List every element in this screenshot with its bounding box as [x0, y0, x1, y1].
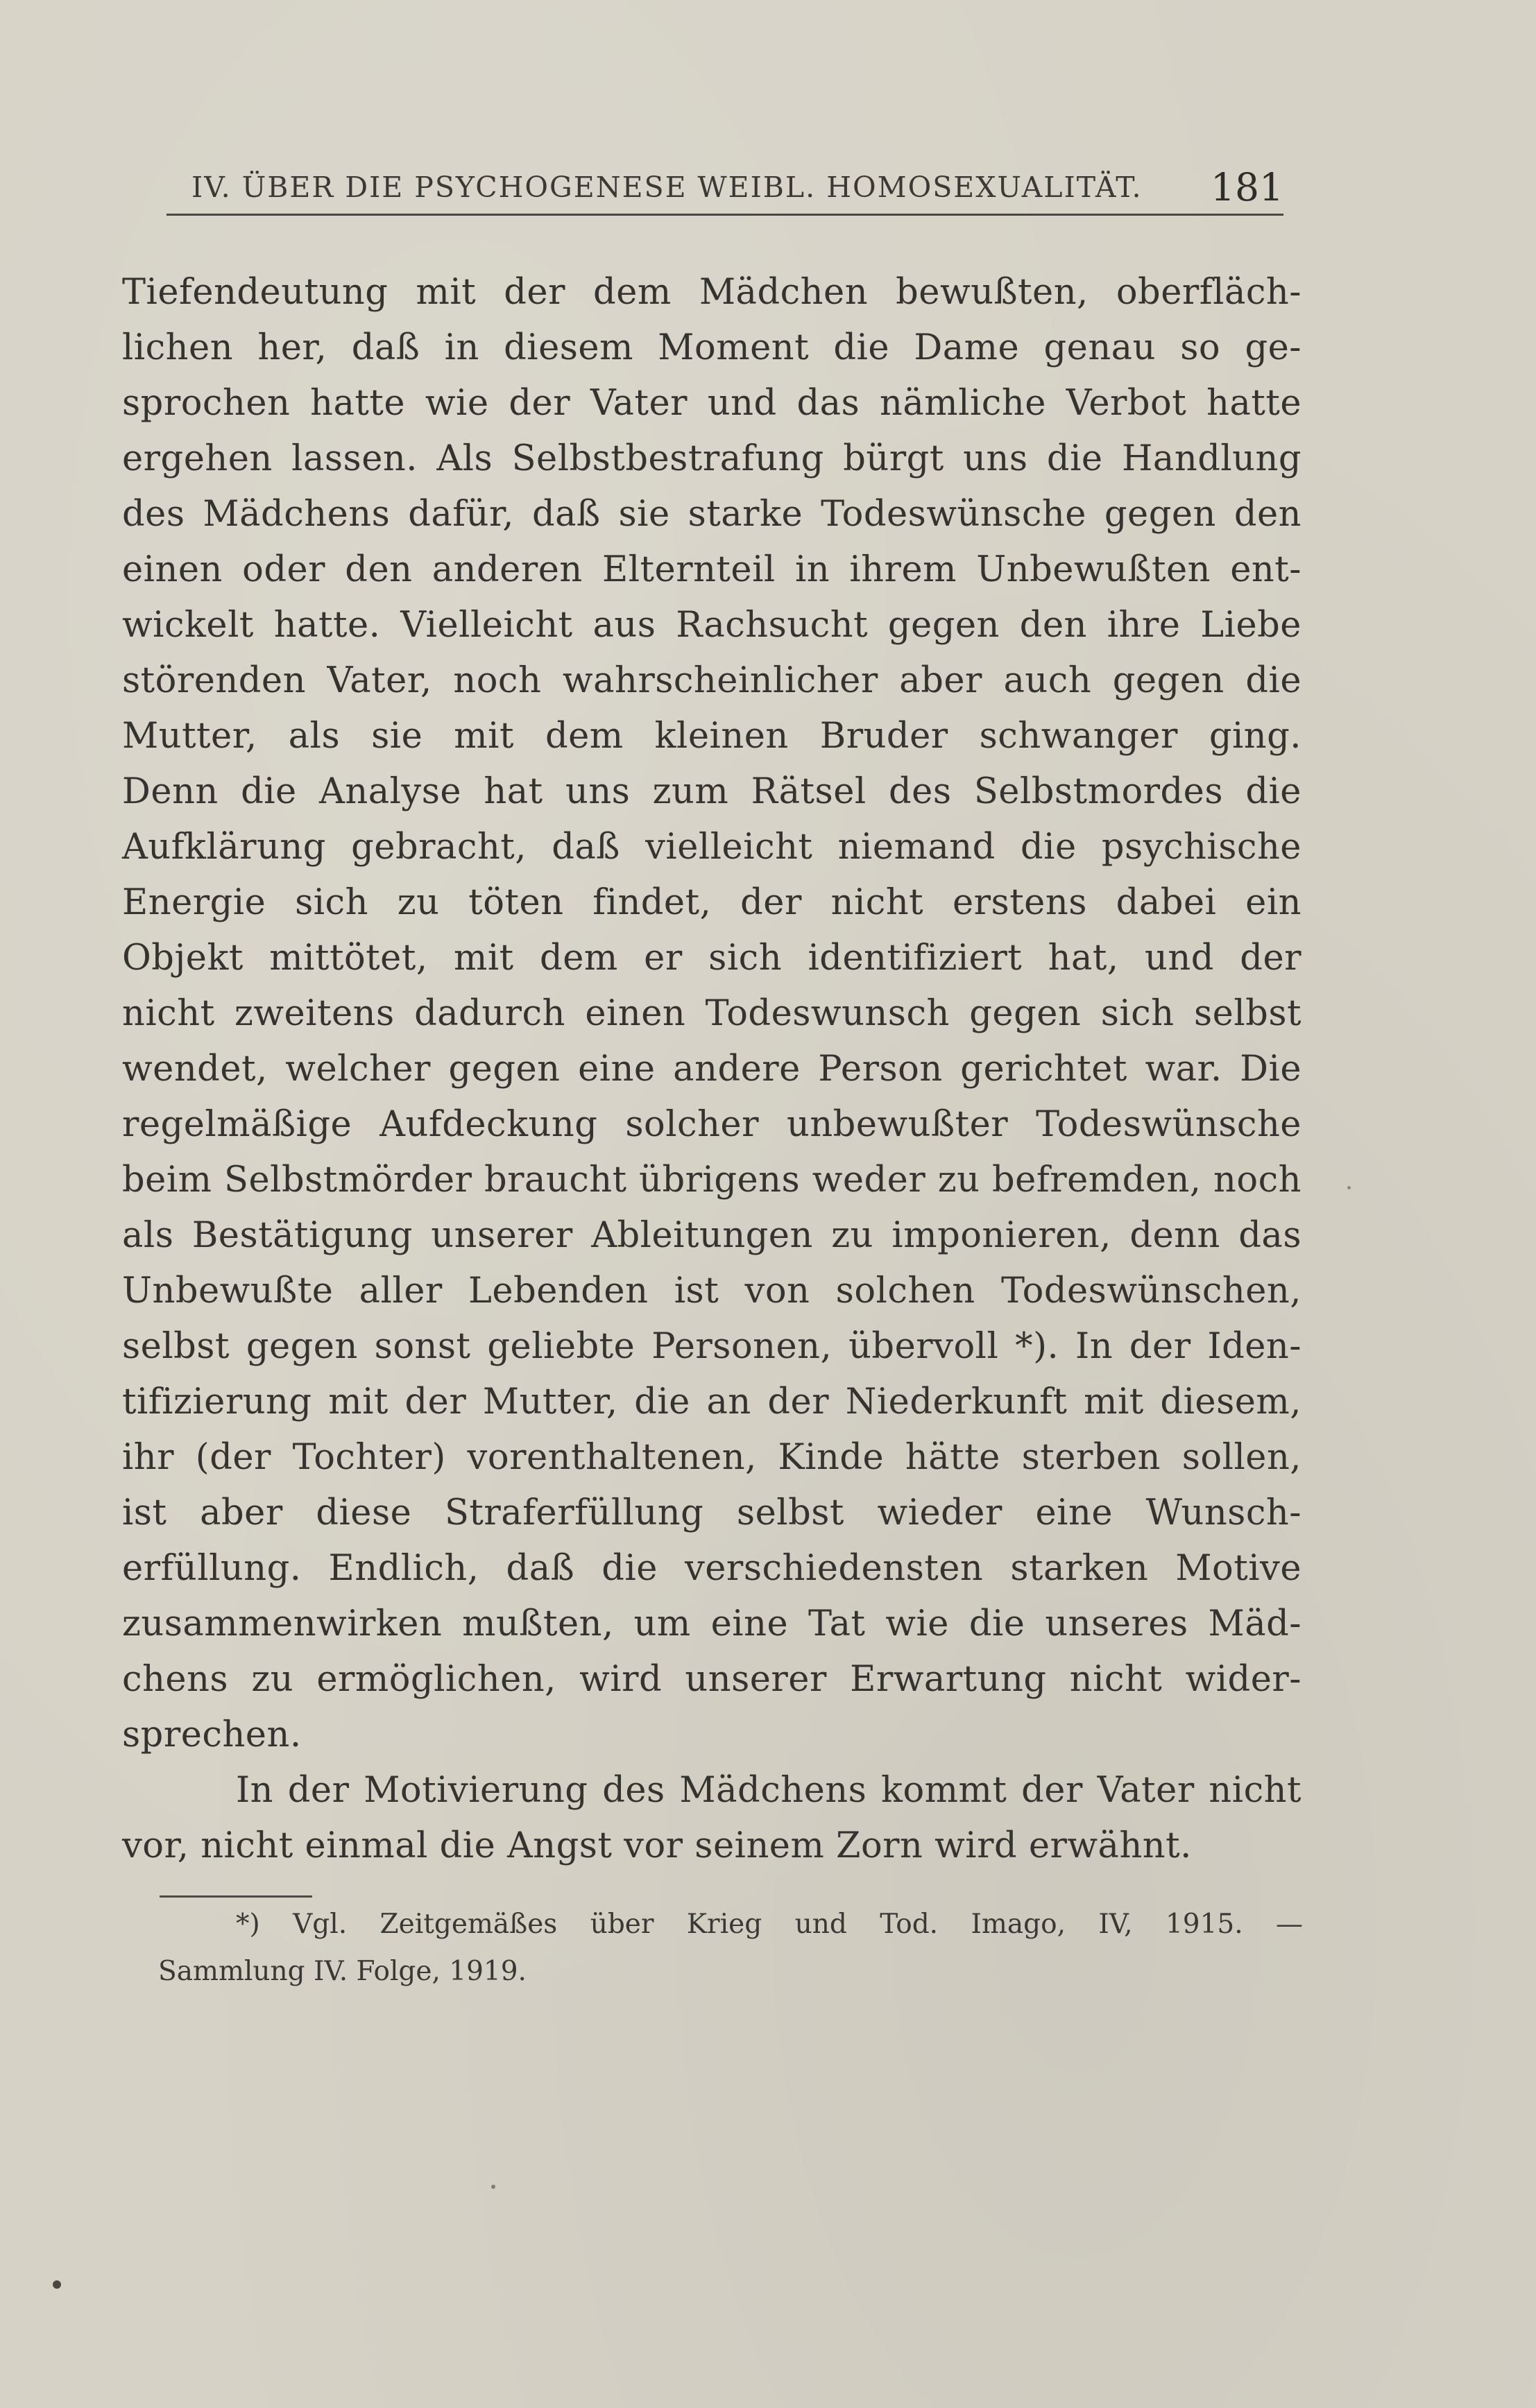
text-line: Aufklärung gebracht, daß vielleicht niemand die psychische	[122, 827, 1302, 868]
text-line: nicht zweitens dadurch einen Todeswunsch gegen sich selbst	[122, 993, 1302, 1034]
text-line: zusammenwirken mußten, um eine Tat wie die unseres Mäd-	[122, 1603, 1302, 1644]
running-header	[167, 165, 1283, 216]
paper-speck	[491, 2185, 495, 2189]
text-line: ist aber diese Straferfüllung selbst wieder eine Wunsch-	[122, 1493, 1302, 1533]
text-line: selbst gegen sonst geliebte Personen, übervoll *). In der Iden-	[122, 1326, 1302, 1367]
text-line: Objekt mittötet, mit dem er sich identifiziert hat, und der	[122, 938, 1302, 979]
text-line: sprechen.	[122, 1714, 302, 1755]
body-text	[122, 265, 1302, 1874]
paper-speck	[1347, 1186, 1351, 1189]
running-title: IV. ÜBER DIE PSYCHOGENESE WEIBL. HOMOSEXUALITÄT.	[191, 171, 1143, 204]
text-line: Mutter, als sie mit dem kleinen Bruder schwanger ging.	[122, 716, 1302, 757]
text-line: Energie sich zu töten findet, der nicht erstens dabei ein	[122, 882, 1302, 923]
text-line: als Bestätigung unserer Ableitungen zu imponieren, denn das	[122, 1215, 1302, 1256]
text-line: des Mädchens dafür, daß sie starke Todeswünsche gegen den	[122, 494, 1302, 535]
text-line: ihr (der Tochter) vorenthaltenen, Kinde hätte sterben sollen,	[122, 1437, 1302, 1478]
footnote-line: *) Vgl. Zeitgemäßes über Krieg und Tod. Imago, IV, 1915. —	[236, 1909, 1303, 1940]
text-line: wickelt hatte. Vielleicht aus Rachsucht gegen den ihre Liebe	[122, 605, 1302, 646]
text-line: Tiefendeutung mit der dem Mädchen bewußten, oberfläch-	[122, 272, 1302, 313]
paper-speck	[53, 2280, 61, 2289]
text-line: erfüllung. Endlich, daß die verschiedensten starken Motive	[122, 1548, 1302, 1589]
page-number: 181	[1211, 165, 1283, 209]
text-line: lichen her, daß in diesem Moment die Dame genau so ge-	[122, 327, 1302, 368]
text-line: störenden Vater, noch wahrscheinlicher aber auch gegen die	[122, 660, 1302, 701]
text-line: beim Selbstmörder braucht übrigens weder zu befremden, noch	[122, 1160, 1302, 1201]
text-line: Denn die Analyse hat uns zum Rätsel des Selbstmordes die	[122, 771, 1302, 812]
text-line: tifizierung mit der Mutter, die an der Niederkunft mit diesem,	[122, 1382, 1302, 1422]
footnote	[158, 1901, 1303, 1995]
text-line: sprochen hatte wie der Vater und das nämliche Verbot hatte	[122, 383, 1302, 424]
text-line: ergehen lassen. Als Selbstbestrafung bürgt uns die Handlung	[122, 438, 1302, 479]
text-line: wendet, welcher gegen eine andere Person gerichtet war. Die	[122, 1049, 1302, 1090]
text-line: regelmäßige Aufdeckung solcher unbewußter Todeswünsche	[122, 1104, 1302, 1145]
text-line: Unbewußte aller Lebenden ist von solchen Todeswünschen,	[122, 1271, 1302, 1312]
text-line: In der Motivierung des Mädchens kommt der Vater nicht	[236, 1770, 1302, 1811]
footnote-line: Sammlung IV. Folge, 1919.	[158, 1956, 527, 1987]
text-line: einen oder den anderen Elternteil in ihrem Unbewußten ent-	[122, 549, 1302, 590]
text-line: vor, nicht einmal die Angst vor seinem Zorn wird erwähnt.	[122, 1825, 1192, 1866]
footnote-divider	[160, 1895, 312, 1898]
text-line: chens zu ermöglichen, wird unserer Erwartung nicht wider-	[122, 1659, 1302, 1700]
